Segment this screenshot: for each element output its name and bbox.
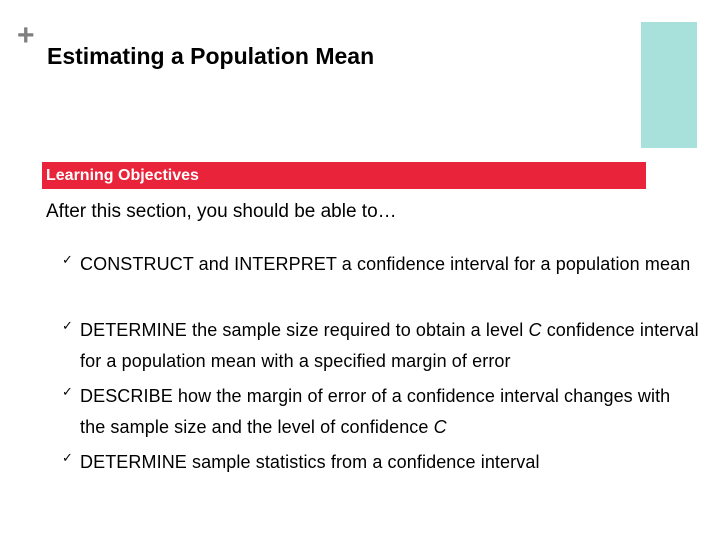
- objective-item: [62, 249, 700, 280]
- objective-text-part: DESCRIBE how the margin of error of a confidence interval changes with the sample size and the level of confidence: [80, 386, 671, 437]
- objective-text: [80, 315, 700, 377]
- learning-objectives-banner: [42, 162, 646, 189]
- objective-item: [62, 447, 700, 478]
- objectives-intro: After this section, you should be able to…: [46, 201, 397, 222]
- checkmark-icon: ✓: [62, 319, 73, 334]
- learning-objectives-heading: Learning Objectives: [46, 167, 199, 184]
- objective-text-part: confidence interval for a population mean with a specified margin of error: [80, 320, 699, 371]
- objective-text: DETERMINE sample statistics from a confidence interval: [80, 452, 540, 472]
- checkmark-icon: ✓: [62, 253, 73, 268]
- checkmark-icon: ✓: [62, 385, 73, 400]
- objective-item: [62, 381, 700, 443]
- checkmark-icon: ✓: [62, 451, 73, 466]
- objective-text-italic: C: [433, 417, 447, 437]
- slide-title: Estimating a Population Mean: [47, 43, 375, 69]
- plus-icon: +: [17, 19, 35, 52]
- objective-text: [80, 381, 700, 443]
- objective-item: [62, 315, 700, 377]
- accent-bar: [641, 22, 697, 148]
- objective-text: CONSTRUCT and INTERPRET a confidence interval for a population mean: [80, 254, 691, 274]
- objective-text-italic: C: [528, 320, 542, 340]
- objective-text-part: DETERMINE the sample size required to obtain a level: [80, 320, 529, 340]
